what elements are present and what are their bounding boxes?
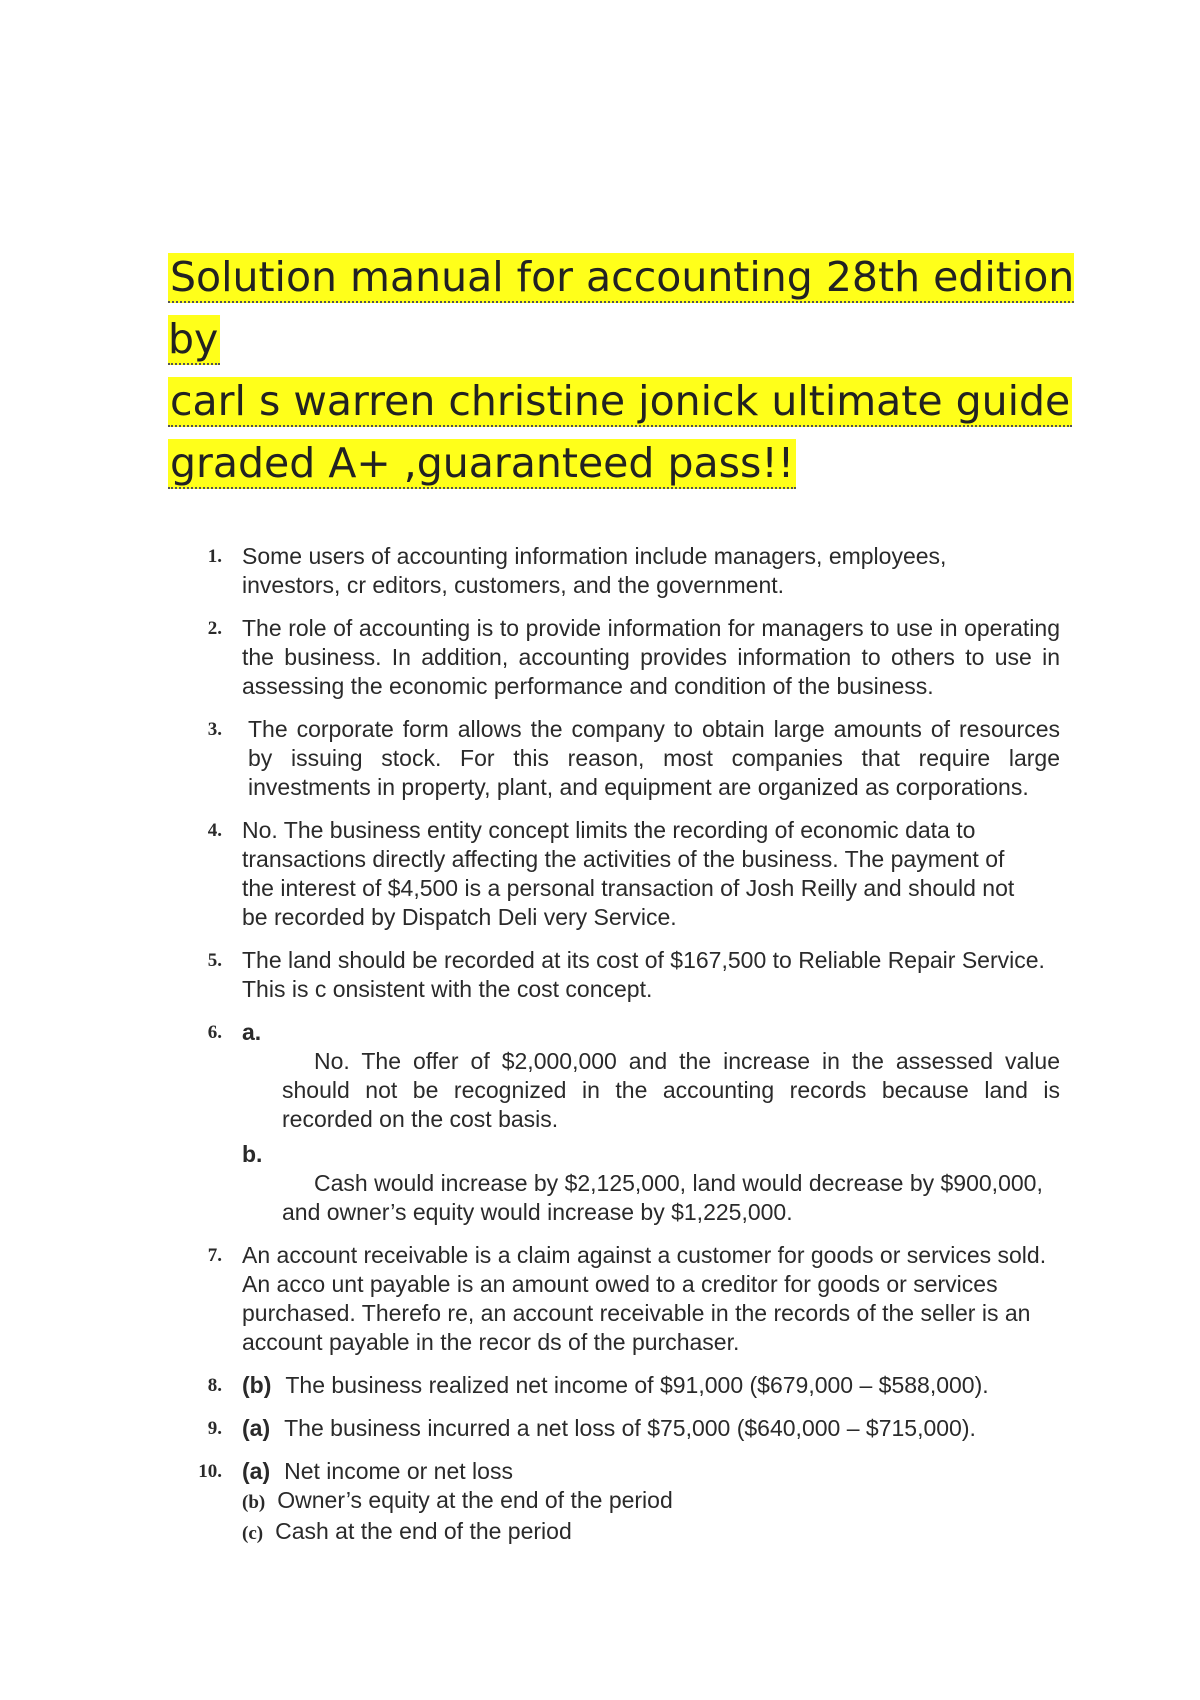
title-line-2-authors: carl s warren christine jonick <box>170 377 759 425</box>
answer-choice: (a) <box>242 1415 271 1441</box>
sub-item-text-c: Cash at the end of the period <box>275 1518 572 1544</box>
title-line-1: Solution manual for accounting 28th edition by <box>168 253 1075 363</box>
item-number: 8. <box>207 1375 222 1396</box>
item-text: Some users of accounting information include managers, employees, investors, cr editors, customers, and the government. <box>242 543 947 598</box>
document-title <box>168 246 1088 494</box>
item-text: The role of accounting is to provide information for managers to use in operating the business. In addition, accounting provides information to others to use in assessing the economic performance and condition of the business. <box>242 615 1060 699</box>
item-text: The land should be recorded at its cost of $167,500 to Reliable Repair Service. This is c onsistent with the cost concept. <box>242 947 1045 1002</box>
item-number: 2. <box>207 618 222 639</box>
sub-item-label-c: (c) <box>242 1523 264 1544</box>
item-number: 1. <box>207 546 222 567</box>
sub-item-label-a: a. <box>242 1019 262 1045</box>
sub-item-c <box>242 1517 1060 1548</box>
answer-explanation: The business realized net income of $91,000 ($679,000 – $588,000). <box>285 1372 989 1398</box>
list-item <box>180 542 1060 600</box>
item-number: 3. <box>207 719 222 740</box>
item-text <box>242 1371 1060 1400</box>
item-number: 7. <box>207 1245 222 1266</box>
item-text <box>242 1457 1060 1548</box>
answer-explanation: The business incurred a net loss of $75,000 ($640,000 – $715,000). <box>284 1415 976 1441</box>
sub-item-text-a: Net income or net loss <box>284 1458 513 1484</box>
list-item <box>180 1371 1060 1400</box>
list-item <box>180 1414 1060 1443</box>
item-number: 4. <box>207 820 222 841</box>
sub-item-text-a: No. The offer of $2,000,000 and the increase in the assessed value should not be recognized in the accounting records because land is recorded on the cost basis. <box>282 1048 1060 1132</box>
sub-item-b <box>242 1486 1060 1517</box>
list-item <box>180 1241 1060 1357</box>
item-text: No. The business entity concept limits the recording of economic data to transactions directly affecting the activities of the business. The payment of the interest of $4,500 is a personal transaction of Josh Reilly and should not be recorded by Dispatch Deli very Service. <box>242 817 1015 930</box>
sub-item-text-b: Owner’s equity at the end of the period <box>277 1487 673 1513</box>
sub-item-label-b: (b) <box>242 1492 266 1513</box>
item-text: The corporate form allows the company to obtain large amounts of resources by issuing stock. For this reason, most companies that require large investments in property, plant, and equipment are organized as corporations. <box>248 716 1060 800</box>
list-item <box>180 1457 1060 1548</box>
answer-list <box>180 542 1060 1548</box>
title-line-3: graded A+ ,guaranteed pass!! <box>170 439 795 487</box>
sub-item-label-a: (a) <box>242 1458 271 1484</box>
list-item <box>180 946 1060 1004</box>
title-line-2-guide: ultimate guide <box>758 377 1071 425</box>
list-item <box>180 816 1060 932</box>
item-number: 10. <box>198 1461 222 1482</box>
list-item <box>180 614 1060 701</box>
list-item <box>180 715 1060 802</box>
title-line-2 <box>168 377 1072 427</box>
answer-choice: (b) <box>242 1372 272 1398</box>
item-number: 5. <box>207 950 222 971</box>
sub-item-a <box>242 1457 1060 1486</box>
sub-item-label-b: b. <box>242 1141 263 1167</box>
item-text: An account receivable is a claim against a customer for goods or services sold. An acco unt payable is an amount owed to a creditor for goods or services purchased. Therefo re, an account receivable in the records of the seller is an account payable in the recor ds of the purchaser. <box>242 1242 1047 1355</box>
sub-item-text-b: Cash would increase by $2,125,000, land would decrease by $900,000, and owner’s equity would increase by $1,225,000. <box>282 1170 1043 1225</box>
item-number: 9. <box>207 1418 222 1439</box>
item-text <box>242 1414 1060 1443</box>
list-item <box>180 1018 1060 1227</box>
item-number: 6. <box>207 1022 222 1043</box>
